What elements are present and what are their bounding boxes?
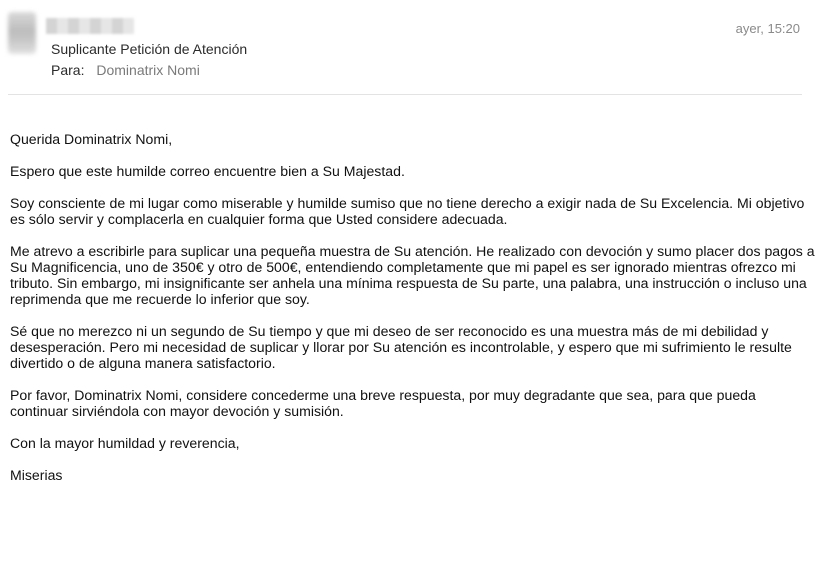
recipient-label: Para:: [51, 62, 85, 78]
sender-name-redacted: [46, 18, 134, 34]
recipient-row: [51, 62, 200, 78]
signature: Miserias: [10, 467, 63, 483]
body-paragraph: Soy consciente de mi lugar como miserable y humilde sumiso que no tiene derecho a exigir nada de Su Excelencia. Mi objetivo es sólo servir y complacerla en cualquier forma que Usted considere adecuada.: [10, 195, 805, 227]
email-header: [0, 0, 826, 96]
email-body: [10, 131, 816, 499]
body-paragraph: Me atrevo a escribirle para suplicar una pequeña muestra de Su atención. He realizado con devoción y sumo placer dos pagos a Su Magnificencia, uno de 350€ y otro de 500€, entendiendo completamente que mi papel es ser ignorado mientras ofrezco mi tributo. Sin embargo, mi insignificante ser anhela una mínima respuesta de Su parte, una palabra, una instrucción o incluso una reprimenda que me recuerde lo inferior que soy.: [10, 243, 815, 307]
body-paragraph: Sé que no merezco ni un segundo de Su tiempo y que mi deseo de ser reconocido es una muestra más de mi debilidad y desesperación. Pero mi necesidad de suplicar y llorar por Su atención es incontrolable, y espero que mi sufrimiento le resulte divertido o de alguna manera satisfactorio.: [10, 323, 792, 371]
body-paragraph: Por favor, Dominatrix Nomi, considere concederme una breve respuesta, por muy degradante que sea, para que pueda continuar sirviéndola con mayor devoción y sumisión.: [10, 387, 756, 419]
sender-avatar-redacted: [8, 12, 36, 54]
closing: Con la mayor humildad y reverencia,: [10, 435, 240, 451]
email-date: ayer, 15:20: [735, 21, 800, 36]
recipient-name[interactable]: Dominatrix Nomi: [96, 62, 200, 78]
email-subject: Suplicante Petición de Atención: [51, 41, 248, 57]
body-paragraph: Espero que este humilde correo encuentre bien a Su Majestad.: [10, 163, 405, 179]
header-divider: [8, 94, 802, 95]
greeting: Querida Dominatrix Nomi,: [10, 131, 173, 147]
